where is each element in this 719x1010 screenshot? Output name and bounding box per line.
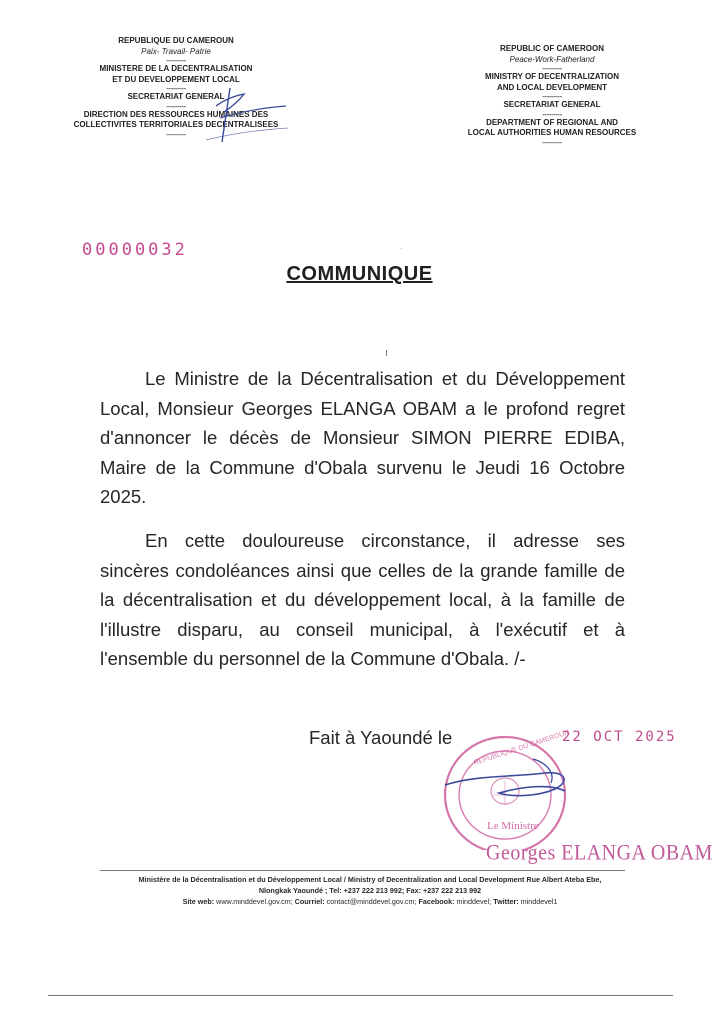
motto-fr: Paix- Travail- Patrie <box>141 46 211 56</box>
separator: --------- <box>166 129 186 139</box>
ministry-line2-en: AND LOCAL DEVELOPMENT <box>496 82 608 92</box>
svg-text:REPUBLIQUE DU CAMEROUN: REPUBLIQUE DU CAMEROUN <box>473 729 571 767</box>
website-label: Site web: <box>182 897 215 906</box>
facebook-label: Facebook: <box>418 897 455 906</box>
secretariat-fr: SECRETARIAT GENERAL <box>127 92 225 101</box>
ministry-line1-fr: MINISTERE DE LA DECENTRALISATION <box>99 64 253 73</box>
footer-web-line <box>100 896 640 907</box>
svg-text:Le Ministre: Le Ministre <box>487 820 539 832</box>
secretariat-en: SECRETARIAT GENERAL <box>503 100 601 109</box>
country-name-en: REPUBLIC OF CAMEROON <box>500 44 604 53</box>
footer-contact-info <box>100 874 640 907</box>
website-link[interactable]: www.minddevel.gov.cm; <box>216 897 293 906</box>
ministry-line2-fr: ET DU DEVELOPPEMENT LOCAL <box>112 74 240 84</box>
email-link[interactable]: contact@minddevel.gov.cm; <box>326 897 417 906</box>
date-stamp: 22 OCT 2025 <box>562 729 677 745</box>
handwritten-annotation-icon <box>200 82 290 152</box>
footer-address-line1: Ministère de la Décentralisation et du Développement Local / Ministry of Decentralization and Local Development Rue Albert Ateba Ebe, <box>138 875 602 884</box>
twitter-label: Twitter: <box>493 897 519 906</box>
separator: --------- <box>166 56 186 65</box>
place-and-date-label: Fait à Yaoundé le <box>309 727 453 748</box>
scan-speck <box>386 350 387 356</box>
country-name-fr: REPUBLIQUE DU CAMEROUN <box>118 36 234 45</box>
department-line2-en: LOCAL AUTHORITIES HUMAN RESOURCES <box>467 128 637 137</box>
separator: --------- <box>542 109 562 119</box>
ministry-line1-en: MINISTRY OF DECENTRALIZATION <box>484 72 620 81</box>
header-right-english <box>452 44 652 146</box>
separator: --------- <box>542 137 562 147</box>
signatory-name-stamp: Georges ELANGA OBAM <box>486 840 713 866</box>
document-title: COMMUNIQUE <box>286 263 433 285</box>
facebook-handle[interactable]: minddevel; <box>456 897 492 906</box>
separator: --------- <box>166 101 186 111</box>
motto-en: Peace-Work-Fatherland <box>509 54 595 64</box>
body-paragraph-2: En cette douloureuse circonstance, il adresse ses sincères condoléances ainsi que celles de la grande famille de la décentralisation et du développement local, à la famille de l'illustre disparu, au conseil municipal, à l'exécutif et à l'ensemble du personnel de la Commune d'Obala. /- <box>100 530 625 669</box>
twitter-handle[interactable]: minddevel1 <box>520 897 558 906</box>
scan-speck: · <box>400 244 403 253</box>
direction-line2-fr: COLLECTIVITES TERRITORIALES DECENTRALISEES <box>73 120 279 129</box>
email-label: Courriel: <box>294 897 325 906</box>
body-paragraph-1: Le Ministre de la Décentralisation et du Développement Local, Monsieur Georges ELANGA OBAM a le profond regret d'annoncer le décès de Monsieur SIMON PIERRE EDIBA, Maire de la Commune d'Obala survenu le Jeudi 16 Octobre 2025. <box>100 368 625 507</box>
separator: --------- <box>542 92 562 101</box>
direction-line1-fr: DIRECTION DES RESSOURCES HUMAINES DES <box>83 109 269 119</box>
footer-address-line2: Nlongkak Yaoundé ; Tel: +237 222 213 992; Fax: +237 222 213 992 <box>258 886 482 895</box>
separator: --------- <box>542 64 562 73</box>
separator: --------- <box>166 84 186 93</box>
department-line1-en: DEPARTMENT OF REGIONAL AND <box>486 117 618 127</box>
reference-number: 00000032 <box>82 240 188 260</box>
page-bottom-edge <box>48 995 673 996</box>
footer-divider <box>100 870 625 871</box>
